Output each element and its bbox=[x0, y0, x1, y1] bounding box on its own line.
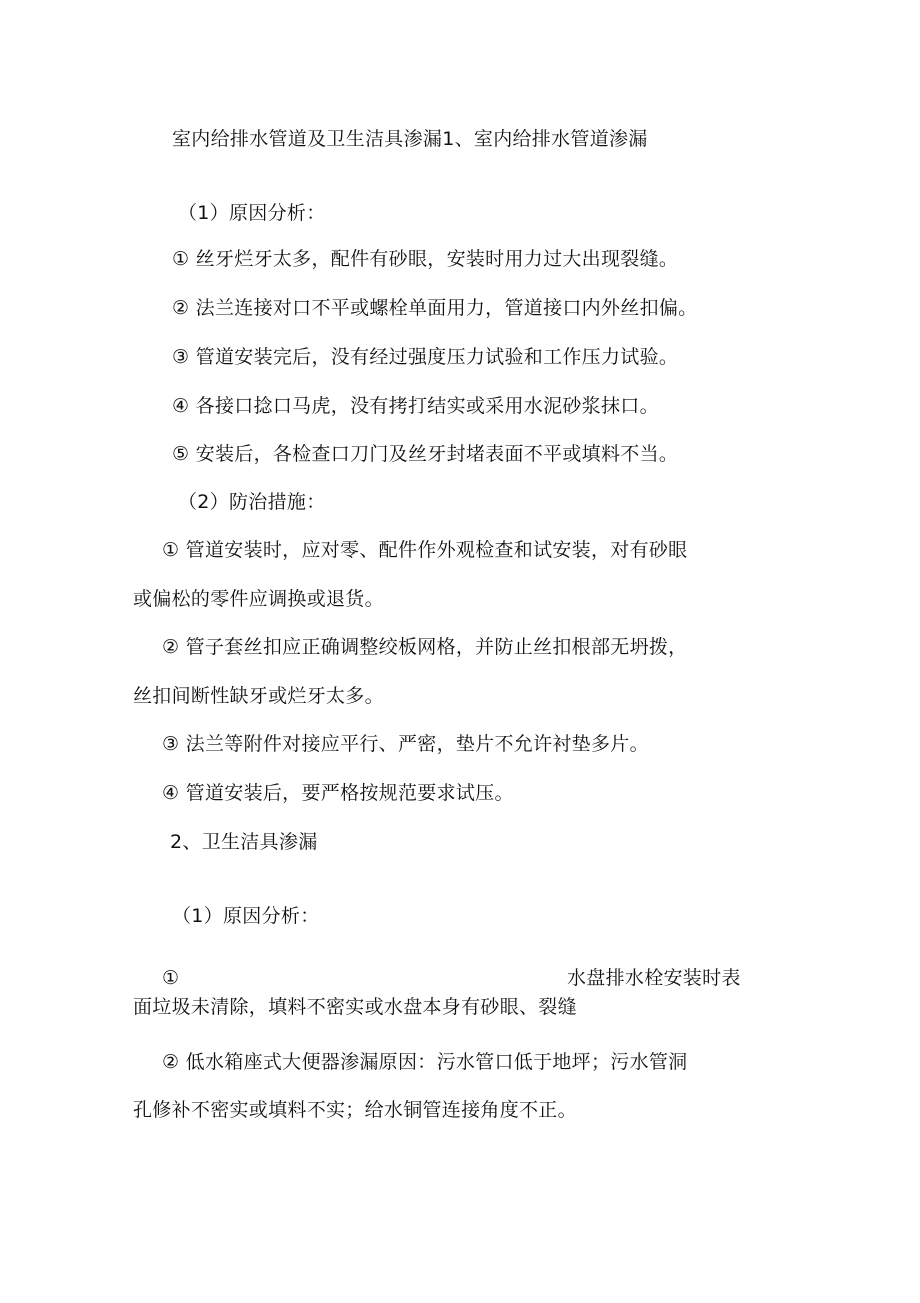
section2-item1-marker: ① bbox=[162, 967, 180, 989]
measure-item-3: ③ 法兰等附件对接应平行、严密，垫片不允许衬垫多片。 bbox=[162, 733, 649, 755]
cause-item-3: ③ 管道安装完后，没有经过强度压力试验和工作压力试验。 bbox=[172, 346, 679, 368]
measure-item-4: ④ 管道安装后，要严格按规范要求试压。 bbox=[162, 782, 514, 804]
section2-item2-line1: ② 低水箱座式大便器渗漏原因：污水管口低于地坪；污水管洞 bbox=[162, 1051, 688, 1073]
cause-item-4: ④ 各接口捻口马虎，没有拷打结实或采用水泥砂浆抹口。 bbox=[172, 395, 659, 417]
measure-item-1-line2: 或偏松的零件应调换或退货。 bbox=[133, 588, 384, 610]
cause-item-2: ② 法兰连接对口不平或螺栓单面用力，管道接口内外丝扣偏。 bbox=[172, 297, 698, 319]
cause-item-5: ⑤ 安装后，各检查口刀门及丝牙封堵表面不平或填料不当。 bbox=[172, 443, 679, 465]
section1-cause-heading: （1）原因分析： bbox=[178, 202, 326, 224]
section2-item1-line2: 面垃圾未清除，填料不密实或水盘本身有砂眼、裂缝 bbox=[133, 996, 577, 1018]
document-title: 室内给排水管道及卫生洁具渗漏1、室内给排水管道渗漏 bbox=[172, 128, 648, 150]
section2-cause-heading: （1）原因分析： bbox=[172, 905, 320, 927]
measure-item-1-line1: ① 管道安装时，应对零、配件作外观检查和试安装，对有砂眼 bbox=[162, 539, 688, 561]
measure-item-2-line2: 丝扣间断性缺牙或烂牙太多。 bbox=[133, 685, 384, 707]
section1-measure-heading: （2）防治措施： bbox=[178, 491, 326, 513]
cause-item-1: ① 丝牙烂牙太多，配件有砂眼，安装时用力过大出现裂缝。 bbox=[172, 248, 679, 270]
section2-item2-line2: 孔修补不密实或填料不实；给水铜管连接角度不正。 bbox=[133, 1099, 577, 1121]
section2-item1-line1-right: 水盘排水栓安装时表 bbox=[567, 967, 741, 989]
measure-item-2-line1: ② 管子套丝扣应正确调整绞板网格，并防止丝扣根部无坍拨， bbox=[162, 636, 688, 658]
section2-heading: 2、卫生洁具渗漏 bbox=[170, 831, 318, 853]
